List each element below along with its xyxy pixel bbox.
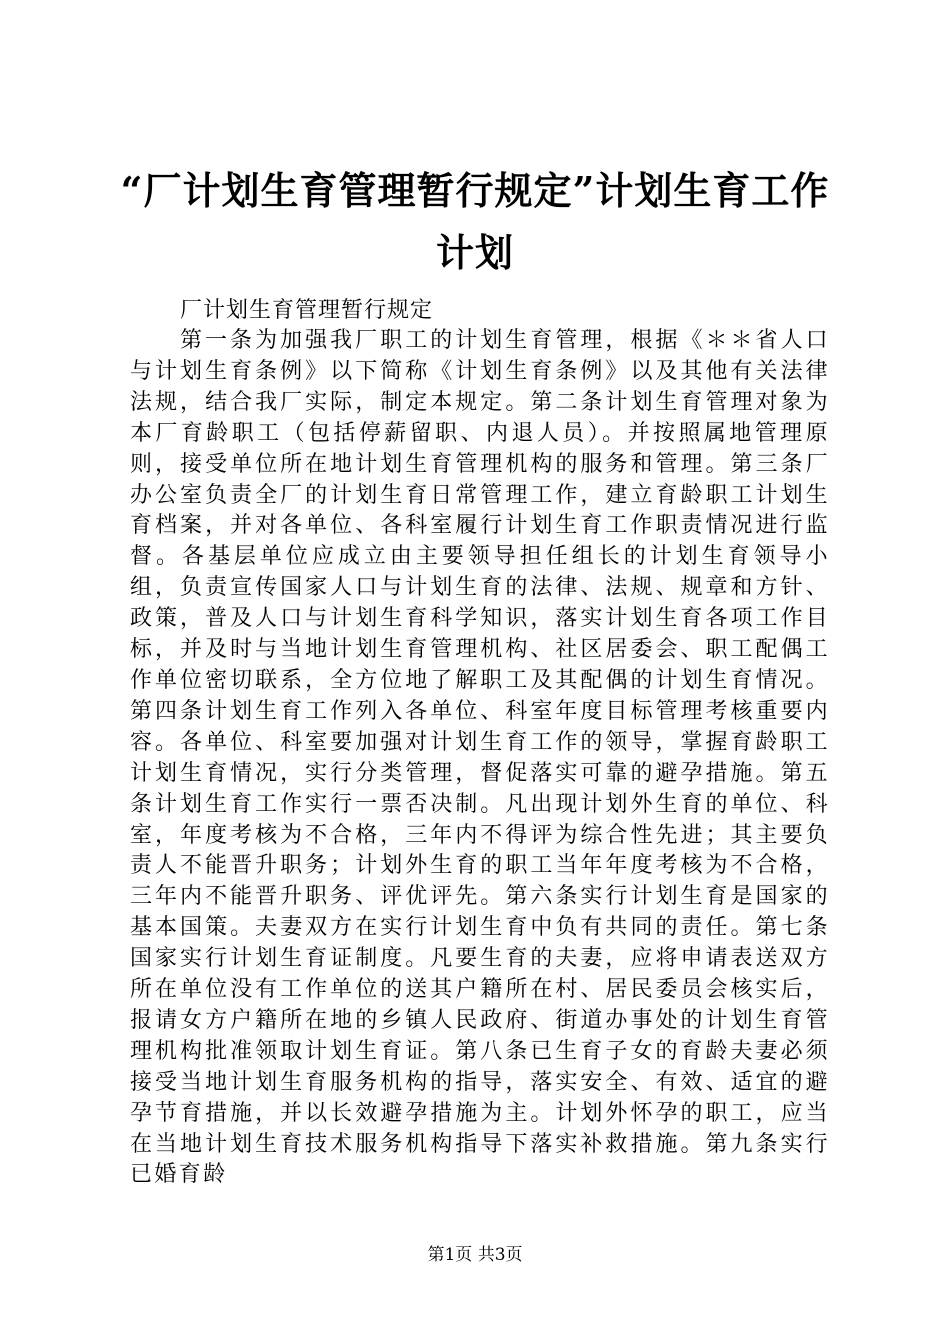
document-title: “厂计划生育管理暂行规定”计划生育工作计划: [120, 168, 830, 275]
document-subtitle: 厂计划生育管理暂行规定: [180, 298, 434, 323]
page-footer: 第1页 共3页: [427, 1245, 523, 1265]
body-paragraph: 第一条为加强我厂职工的计划生育管理，根据《＊＊省人口与计划生育条例》以下简称《计划生育条例》以及其他有关法律法规，结合我厂实际，制定本规定。第二条计划生育管理对象为本厂育龄职工（包括停薪留职、内退人员）。并按照属地管理原则，接受单位所在地计划生育管理机构的服务和管理。第三条厂办公室负责全厂的计划生育日常管理工作，建立育龄职工计划生育档案，并对各单位、各科室履行计划生育工作职责情况进行监督。各基层单位应成立由主要领导担任组长的计划生育领导小组，负责宣传国家人口与计划生育的法律、法规、规章和方针、政策，普及人口与计划生育科学知识，落实计划生育各项工作目标，并及时与当地计划生育管理机构、社区居委会、职工配偶工作单位密切联系，全方位地了解职工及其配偶的计划生育情况。第四条计划生育工作列入各单位、科室年度目标管理考核重要内容。各单位、科室要加强对计划生育工作的领导，掌握育龄职工计划生育情况，实行分类管理，督促落实可靠的避孕措施。第五条计划生育工作实行一票否决制。凡出现计划外生育的单位、科室，年度考核为不合格，三年内不得评为综合性先进；其主要负责人不能晋升职务；计划外生育的职工当年年度考核为不合格，三年内不能晋升职务、评优评先。第六条实行计划生育是国家的基本国策。夫妻双方在实行计划生育中负有共同的责任。第七条国家实行计划生育证制度。凡要生育的夫妻，应将申请表送双方所在单位没有工作单位的送其户籍所在村、居民委员会核实后，报请女方户籍所在地的乡镇人民政府、街道办事处的计划生育管理机构批准领取计划生育证。第八条已生育子女的育龄夫妻必须接受当地计划生育服务机构的指导，落实安全、有效、适宜的避孕节育措施，并以长效避孕措施为主。计划外怀孕的职工，应当在当地计划生育技术服务机构指导下落实补救措施。第九条实行已婚育龄: [130, 328, 830, 1188]
